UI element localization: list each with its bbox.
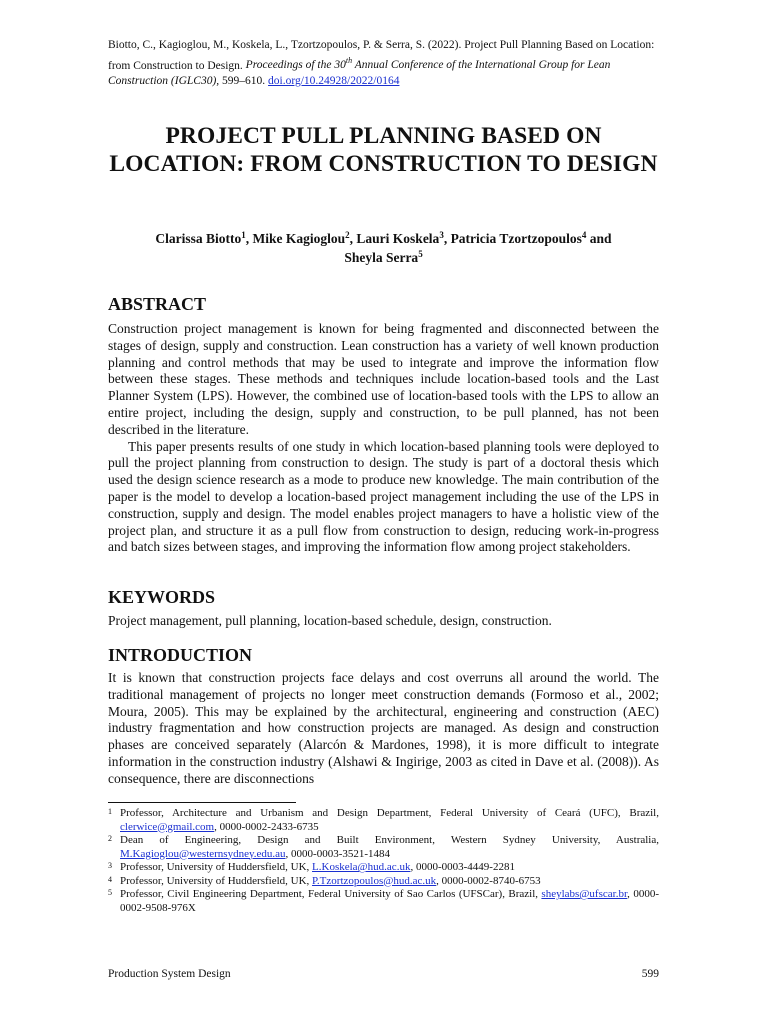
abstract-paragraph: This paper presents results of one study in which location-based planning tools were deployed to pull the project planning from construction to design. The study is part of a doctoral thesis which used the design science research as a mode to produce new knowledge. The main contribution of the paper is the model to develop a location-based project management including the use of the LPS in construction, supply and design. The model enables project managers to have a holistic view of the project plan, and structure it as a pull flow from construction to design, reducing work-in-progress and batch sizes between stages, and improving the information flow among project stakeholders. (108, 438, 659, 555)
footnote-item: 2 Dean of Engineering, Design and Built Environment, Western Sydney University, Australia, M.Kagioglou@westernsydney.edu.au, 0000-0003-3521-1484 (108, 834, 659, 860)
introduction-heading: INTRODUCTION (108, 645, 253, 665)
author-list: Clarissa Biotto$^1$, Mike Kagioglou$^2$, Lauri Koskela$^3$, Patricia Tzortzopoulos$^4$ and Sheyla Serra$^5$ (155, 230, 612, 265)
footnote-divider (108, 802, 296, 803)
footnote-item: 5 Professor, Civil Engineering Department, Federal University of Sao Carlos (UFSCar), Brazil, sheylabs@ufscar.br, 0000-0002-9508-976X (108, 888, 659, 914)
email-link[interactable]: clerwice@gmail.com (120, 820, 215, 833)
footnote-item: 3 Professor, University of Huddersfield, UK, L.Koskela@hud.ac.uk, 0000-0003-4449-2281 (108, 861, 515, 873)
abstract-paragraph: Construction project management is known for being fragmented and disconnected between the stages of design, supply and construction. Lean construction has a variety of well known production planning and control methods that may be used to integrate and improve the information flow between these stages. These methods and techniques include location-based tools and the Last Planner System (LPS). However, the combined use of location-based tools with the LPS to allow an entire project, including the design, supply and construction, to be pull planned, has not been described in the literature. (108, 321, 659, 437)
email-link[interactable]: L.Koskela@hud.ac.uk (312, 861, 411, 873)
email-link[interactable]: M.Kagioglou@westernsydney.edu.au (120, 847, 286, 860)
author-affiliation-mark: 3 (439, 230, 444, 240)
abstract-body (108, 321, 659, 556)
author-affiliation-mark: 4 (581, 230, 587, 240)
author-name: Sheyla Serra (344, 250, 419, 265)
page-number: 599 (641, 968, 659, 980)
author-affiliation-mark: 1 (241, 230, 246, 240)
keywords-text: Project management, pull planning, location-based schedule, design, construction. (108, 613, 552, 628)
page-footer (108, 967, 659, 981)
author-affiliation-mark: 5 (418, 249, 423, 259)
email-link[interactable]: sheylabs@ufscar.br (541, 888, 628, 900)
author-affiliation-mark: 2 (345, 230, 350, 240)
abstract-heading: ABSTRACT (108, 294, 207, 314)
citation-header (108, 38, 659, 89)
introduction-paragraph: It is known that construction projects face delays and cost overruns all around the world. The traditional management of projects no longer meet construction demands (Formoso et al., 2002; Moura, 2005). This may be explained by the architectural, engineering and construction (AEC) industry fragmentation and how construction projects are managed. As design and construction phases are conceived separately (Alarcón & Mardones, 1998), it is more difficult to integrate information in the construction industry (Alshawi & Ingirige, 2003 as cited in Dave et al. (2008)). As consequence, there are disconnections (108, 670, 659, 786)
author-name: Clarissa Biotto (155, 231, 242, 246)
author-name: Patricia Tzortzopoulos (450, 231, 582, 246)
footnotes (108, 807, 659, 915)
citation-ordinal: th (345, 56, 353, 66)
citation-text: Biotto, C., Kagioglou, M., Koskela, L., Tzortzopoulos, P. & Serra, S. (2022). Project Pull Planning Based on Location: from Construction to Design. (108, 39, 655, 72)
doi-link[interactable]: doi.org/10.24928/2022/0164 (268, 74, 400, 87)
paper-title: PROJECT PULL PLANNING BASED ON LOCATION: FROM CONSTRUCTION TO DESIGN (109, 123, 658, 177)
footnote-item: 4 Professor, University of Huddersfield, UK, P.Tzortzopoulos@hud.ac.uk, 0000-0002-8740-6753 (108, 874, 541, 887)
footnote-item: 1 Professor, Architecture and Urbanism and Design Department, Federal University of Ceará (UFC), Brazil, clerwice@gmail.com, 0000-0002-2433-6735 (108, 807, 659, 833)
citation-pages: 599–610. (219, 74, 269, 87)
introduction-body (108, 670, 659, 788)
email-link[interactable]: P.Tzortzopoulos@hud.ac.uk (312, 874, 437, 887)
citation-journal: Proceedings of the 30th Annual Conference of the International Group for Lean Construction (IGLC30), (108, 56, 611, 87)
author-name: Lauri Koskela (356, 231, 440, 246)
keywords-heading: KEYWORDS (108, 587, 216, 607)
footer-section-name: Production System Design (108, 968, 231, 980)
author-name: Mike Kagioglou (252, 231, 346, 246)
